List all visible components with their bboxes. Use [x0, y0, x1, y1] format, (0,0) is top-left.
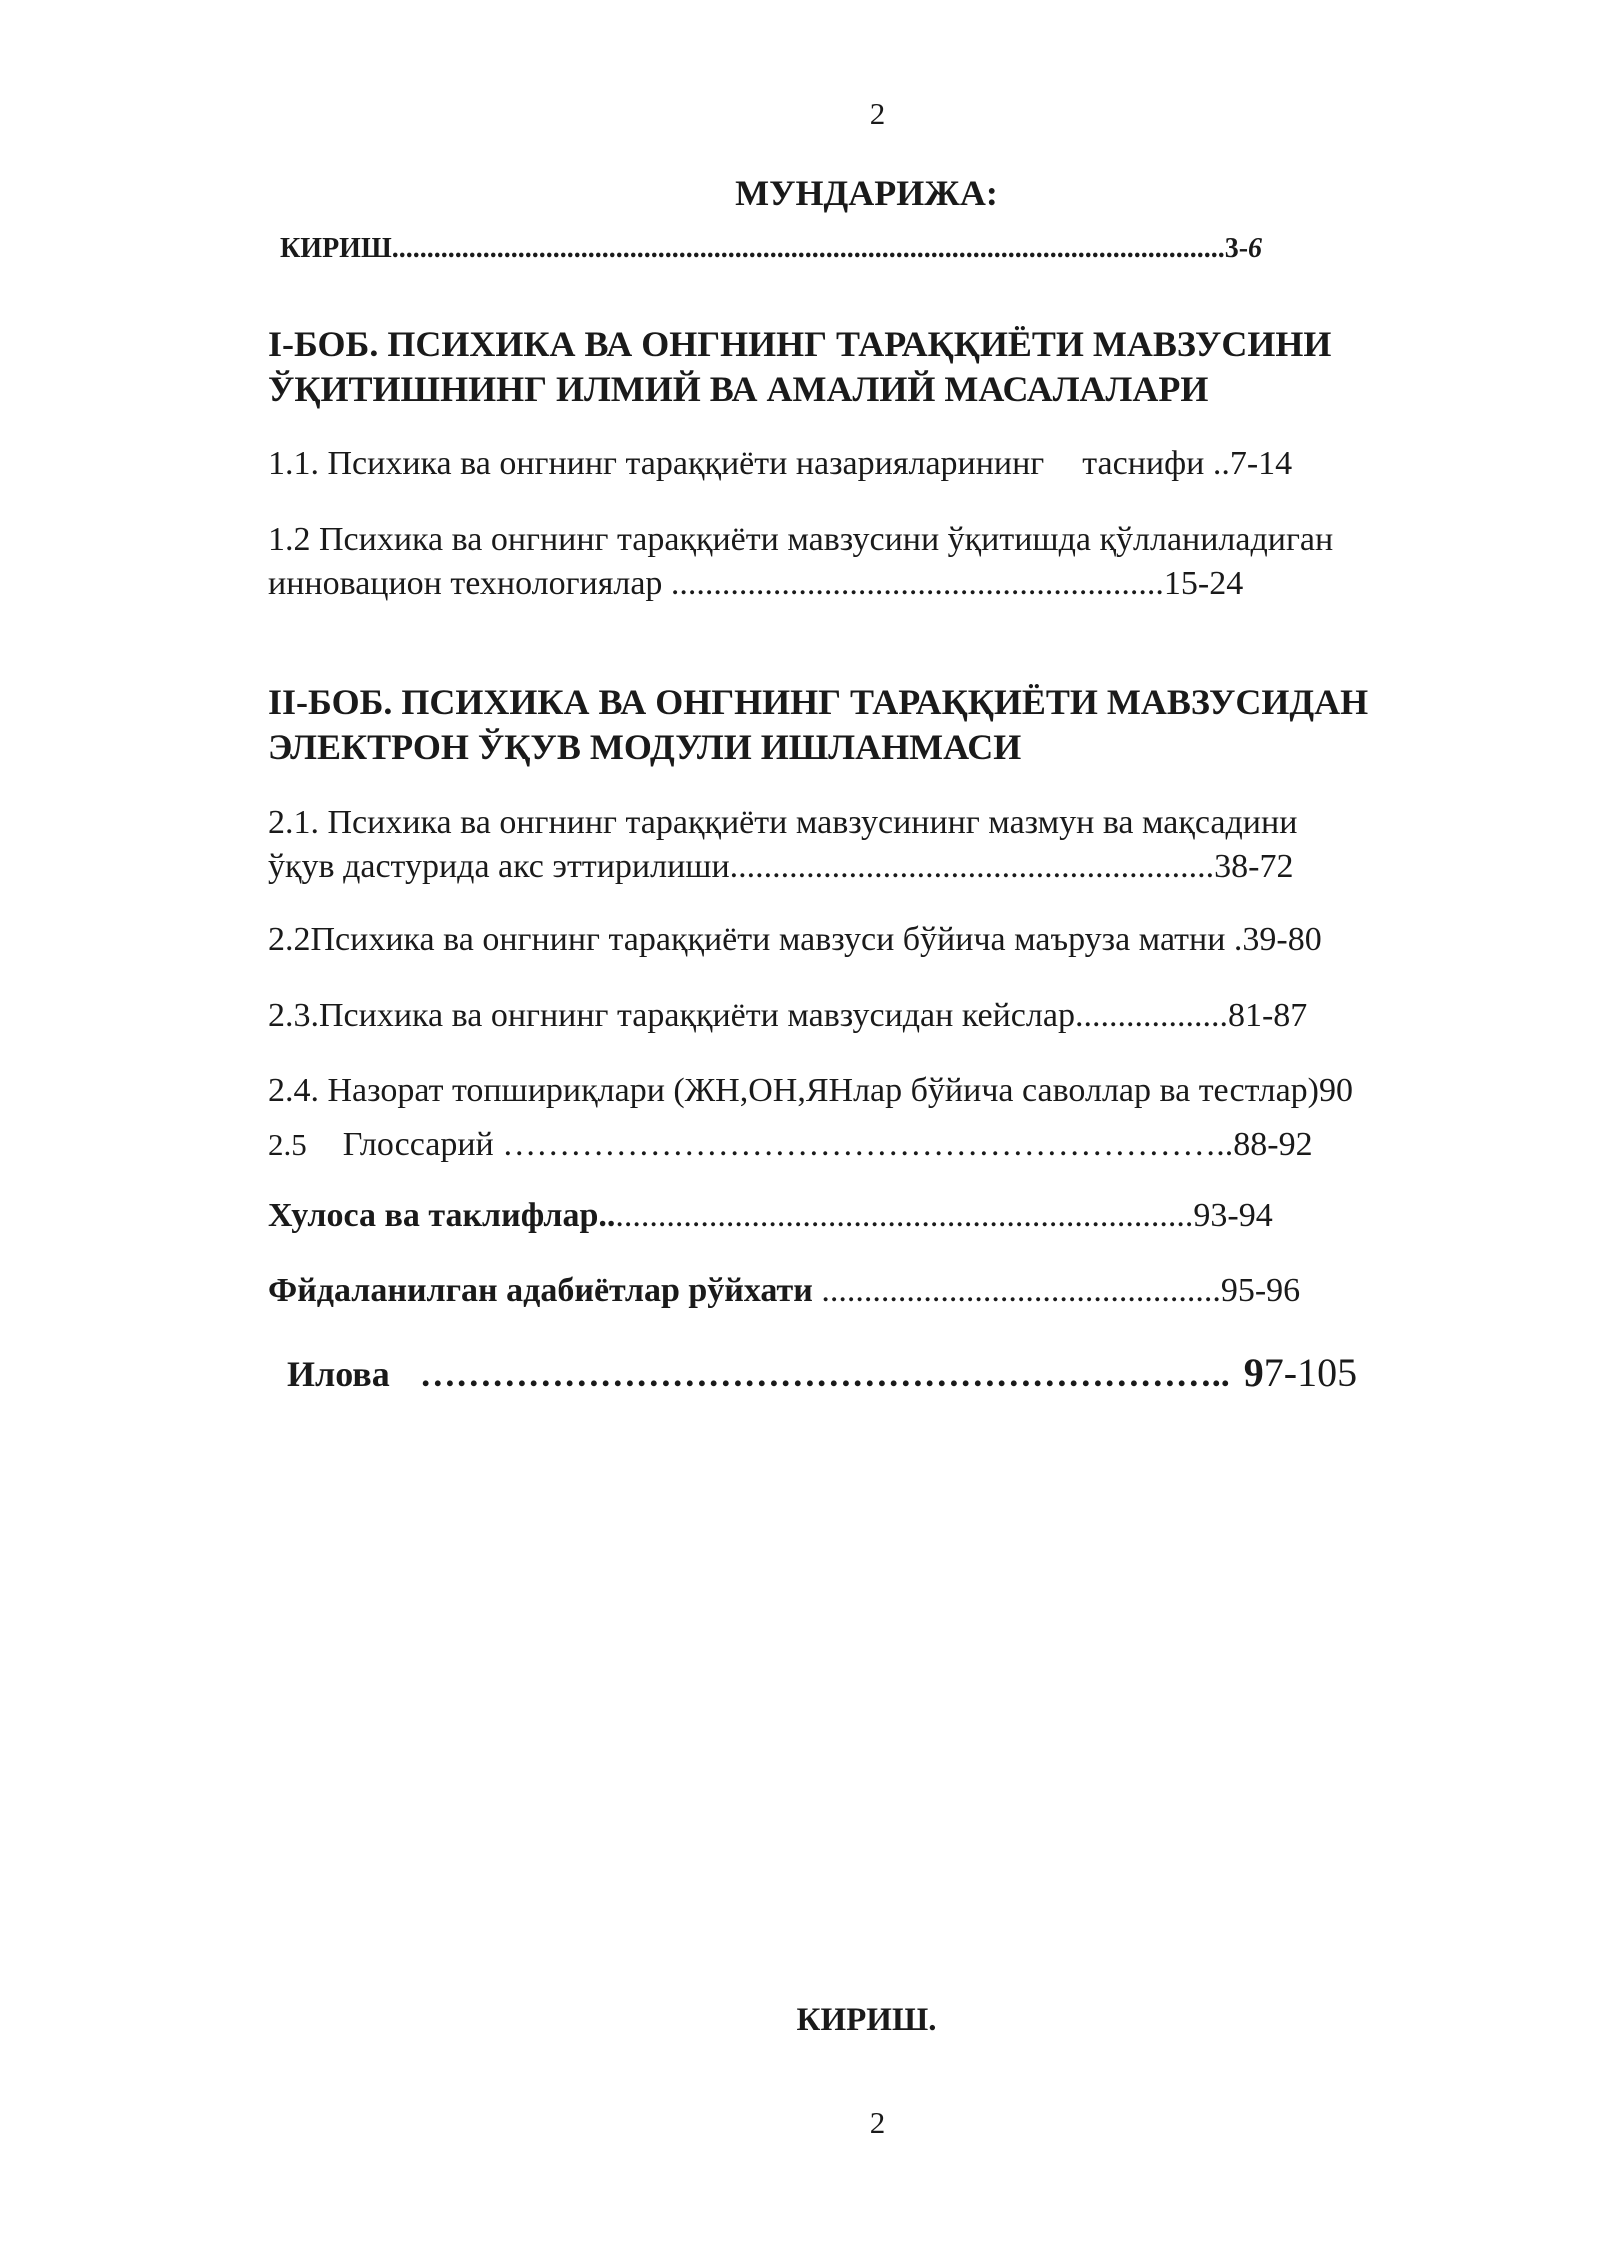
- conclusion-dots: ....................................................................93-94: [615, 1197, 1273, 1234]
- chapter-1-heading: [268, 322, 1331, 412]
- chapter-2-heading: [268, 680, 1368, 770]
- toc-entry-2-3: 2.3.Психика ва онгнинг тараққиёти мавзусидан кейслар..................81-87: [268, 997, 1308, 1034]
- toc-entry-1-1: [268, 442, 1292, 486]
- toc-entry-2-5: [268, 1123, 1313, 1167]
- intro-pages: 3-: [1224, 233, 1249, 264]
- references-dots: ...............................................95-96: [812, 1272, 1301, 1309]
- entry-2-5-text: Глоссарий ………………………………………………………..88-92: [342, 1126, 1313, 1163]
- toc-entry-2-2: 2.2Психика ва онгнинг тараққиёти мавзуси бўйича маъруза матни .39-80: [268, 921, 1322, 958]
- appendix-pages-rest: 7-105: [1263, 1350, 1358, 1395]
- toc-entry-intro: [280, 233, 1262, 265]
- toc-entry-1-2: [268, 518, 1333, 606]
- toc-entry-conclusion: [268, 1197, 1273, 1235]
- chapter-1-line-2: ЎҚИТИШНИНГ ИЛМИЙ ВА АМАЛИЙ МАСАЛАЛАРИ: [268, 369, 1209, 409]
- entry-1-1-pages: таснифи ..7-14: [1082, 445, 1293, 482]
- appendix-label: Илова: [287, 1354, 390, 1394]
- toc-entry-appendix: [287, 1349, 1357, 1396]
- toc-entry-2-4: 2.4. Назорат топшириқлари (ЖН,ОН,ЯНлар бўйича саволлар ва тестлар)90: [268, 1072, 1353, 1109]
- toc-title: МУНДАРИЖА:: [735, 173, 998, 213]
- entry-2-5-number: 2.5: [268, 1127, 307, 1162]
- conclusion-label: Хулоса ва таклифлар..: [268, 1197, 616, 1234]
- appendix-pages: [1244, 1350, 1357, 1395]
- entry-1-2-line-2: инновацион технологиялар ..........................................................15-24: [268, 565, 1244, 602]
- intro-label: КИРИШ: [280, 233, 392, 264]
- intro-pages-end: 6: [1248, 233, 1263, 264]
- chapter-2-line-2: ЭЛЕКТРОН ЎҚУВ МОДУЛИ ИШЛАНМАСИ: [268, 727, 1022, 767]
- entry-1-1-text: 1.1. Психика ва онгнинг тараққиёти назарияларининг: [268, 445, 1045, 482]
- page-number-top: 2: [869, 96, 886, 131]
- toc-entry-references: [268, 1272, 1300, 1310]
- references-label: Фйдаланилган адабиётлар рўйхати: [268, 1272, 813, 1309]
- chapter-1-line-1: I-БОБ. ПСИХИКА ВА ОНГНИНГ ТАРАҚҚИЁТИ МАВЗУСИНИ: [268, 324, 1332, 364]
- page-number-bottom: 2: [869, 2105, 886, 2140]
- entry-2-1-line-1: 2.1. Психика ва онгнинг тараққиёти мавзусининг мазмун ва мақсадини: [268, 804, 1298, 841]
- appendix-dots: …………………………………………………………..: [419, 1354, 1230, 1394]
- entry-1-2-line-1: 1.2 Психика ва онгнинг тараққиёти мавзусини ўқитишда қўлланиладиган: [268, 521, 1334, 558]
- entry-2-1-line-2: ўқув дастурида акс эттирилиши.........................................................38-72: [268, 848, 1294, 885]
- appendix-pages-bold: 9: [1243, 1350, 1264, 1395]
- toc-entry-2-1: [268, 801, 1297, 889]
- next-section-title: КИРИШ.: [796, 2002, 937, 2038]
- chapter-2-line-1: II-БОБ. ПСИХИКА ВА ОНГНИНГ ТАРАҚҚИЁТИ МАВЗУСИДАН: [268, 682, 1369, 722]
- intro-dots: .......................................................................................................................: [391, 233, 1225, 264]
